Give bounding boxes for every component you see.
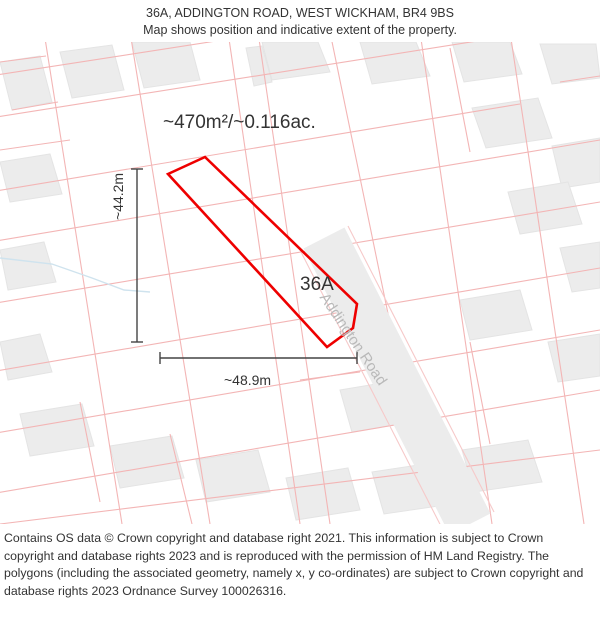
road-label: Addington Road <box>315 290 391 389</box>
horizontal-dimension-label: ~48.9m <box>224 372 272 388</box>
area-label: ~470m²/~0.116ac. <box>163 112 316 133</box>
plot-label: 36A <box>300 274 334 295</box>
page-title: 36A, ADDINGTON ROAD, WEST WICKHAM, BR4 9BS <box>146 6 454 20</box>
map-canvas[interactable] <box>0 42 600 524</box>
page-subtitle: Map shows position and indicative extent of the property. <box>143 23 457 37</box>
header <box>0 0 600 42</box>
vertical-dimension-label: ~44.2m <box>110 172 126 220</box>
copyright-notice: Contains OS data © Crown copyright and database right 2021. This information is subject to Crown copyright and database rights 2023 and is reproduced with the permission of HM Land Registry. The polygons (including the associated geometry, namely x, y co-ordinates) are subject to Crown copyright and database rights 2023 Ordnance Survey 100026316. <box>4 531 584 598</box>
